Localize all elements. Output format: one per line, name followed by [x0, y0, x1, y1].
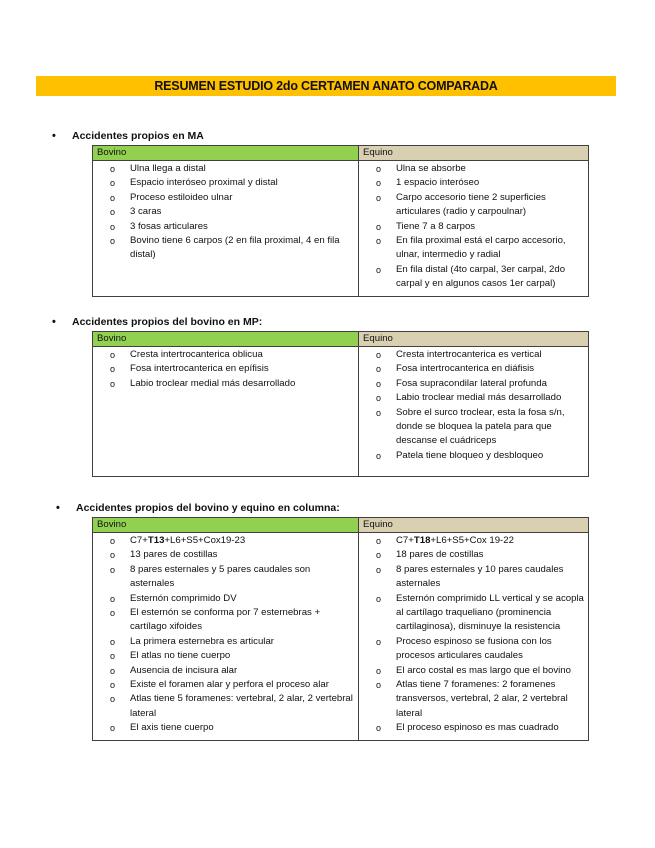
list-item: o Existe el foramen alar y perfora el proceso alar	[93, 678, 354, 692]
section-heading-columna	[56, 502, 340, 514]
list-item: o Cresta intertrocanterica es vertical	[359, 348, 584, 362]
list-item: o Fosa supracondilar lateral profunda	[359, 377, 584, 391]
list-item: o 3 fosas articulares	[93, 220, 354, 234]
list-item: o Proceso estiloideo ulnar	[93, 191, 354, 205]
list-item: o 18 pares de costillas	[359, 548, 584, 562]
document-title: RESUMEN ESTUDIO 2do CERTAMEN ANATO COMPARADA	[36, 76, 616, 96]
table-columna	[92, 517, 589, 741]
list-item: o Atlas tiene 7 foramenes: 2 foramenes transversos, vertebral, 2 alar, 2 vertebral lateral	[359, 678, 584, 721]
list-item: o Sobre el surco troclear, esta la fosa s/n, donde se bloquea la patela para que descanse el cuádriceps	[359, 406, 584, 449]
column-header-bovino: Bovino	[93, 332, 359, 347]
cell-equino	[359, 347, 589, 477]
section-title: Accidentes propios en MA	[72, 130, 204, 142]
list-item: o 8 pares esternales y 10 pares caudales asternales	[359, 563, 584, 592]
list-item: o Fosa intertrocanterica en diáfisis	[359, 362, 584, 376]
section-heading-ma	[52, 130, 204, 142]
cell-equino	[359, 533, 589, 741]
cell-bovino	[93, 161, 359, 297]
column-header-bovino: Bovino	[93, 518, 359, 533]
list-item: o 3 caras	[93, 205, 354, 219]
list-item: o Espacio interóseo proximal y distal	[93, 176, 354, 190]
list-item: o La primera esternebra es articular	[93, 635, 354, 649]
section-title: Accidentes propios del bovino y equino en columna:	[76, 502, 340, 514]
list-item: o Labio troclear medial más desarrollado	[359, 391, 584, 405]
column-header-bovino: Bovino	[93, 146, 359, 161]
list-item: o Ulna llega a distal	[93, 162, 354, 176]
bullet-icon: •	[52, 130, 56, 142]
list-equino	[359, 347, 588, 467]
column-header-equino: Equino	[359, 332, 589, 347]
cell-bovino	[93, 533, 359, 741]
list-bovino	[93, 161, 358, 267]
list-item: o Cresta intertrocanterica oblicua	[93, 348, 354, 362]
cell-bovino	[93, 347, 359, 477]
list-item: o Bovino tiene 6 carpos (2 en fila proximal, 4 en fila distal)	[93, 234, 354, 263]
list-item-formula: o C7+T13+L6+S5+Cox19-23	[93, 534, 354, 548]
list-item: o Tiene 7 a 8 carpos	[359, 220, 584, 234]
list-equino	[359, 533, 588, 740]
list-item: o Ulna se absorbe	[359, 162, 584, 176]
cell-equino	[359, 161, 589, 297]
list-item: o El axis tiene cuerpo	[93, 721, 354, 735]
list-item: o Patela tiene bloqueo y desbloqueo	[359, 449, 584, 463]
list-item: o En fila distal (4to carpal, 3er carpal, 2do carpal y en algunos casos 1er carpal)	[359, 263, 584, 292]
list-item: o Esternón comprimido LL vertical y se acopla al cartílago traqueliano (prominencia cartilaginosa), disminuye la resistencia	[359, 592, 584, 635]
list-item: o Carpo accesorio tiene 2 superficies articulares (radio y carpoulnar)	[359, 191, 584, 220]
section-title: Accidentes propios del bovino en MP:	[72, 316, 263, 328]
list-equino	[359, 161, 588, 296]
list-item: o Atlas tiene 5 foramenes: vertebral, 2 alar, 2 vertebral lateral	[93, 692, 354, 721]
list-item-formula: o C7+T18+L6+S5+Cox 19-22	[359, 534, 584, 548]
list-item: o El proceso espinoso es mas cuadrado	[359, 721, 584, 735]
list-item: o Ausencia de incisura alar	[93, 664, 354, 678]
list-item: o El atlas no tiene cuerpo	[93, 649, 354, 663]
column-header-equino: Equino	[359, 146, 589, 161]
list-item: o Esternón comprimido DV	[93, 592, 354, 606]
list-item: o 1 espacio interóseo	[359, 176, 584, 190]
column-header-equino: Equino	[359, 518, 589, 533]
list-item: o El arco costal es mas largo que el bovino	[359, 664, 584, 678]
bullet-icon: •	[52, 316, 56, 328]
list-item: o Fosa intertrocanterica en epífisis	[93, 362, 354, 376]
list-item: o 13 pares de costillas	[93, 548, 354, 562]
bullet-icon: •	[56, 502, 60, 514]
list-item: o 8 pares esternales y 5 pares caudales son asternales	[93, 563, 354, 592]
list-item: o Proceso espinoso se fusiona con los procesos articulares caudales	[359, 635, 584, 664]
list-bovino	[93, 533, 358, 740]
list-bovino	[93, 347, 358, 395]
list-item: o Labio troclear medial más desarrollado	[93, 377, 354, 391]
section-heading-mp	[52, 316, 262, 328]
table-mp	[92, 331, 589, 477]
list-item: o El esternón se conforma por 7 esternebras + cartílago xifoides	[93, 606, 354, 635]
list-item: o En fila proximal está el carpo accesorio, ulnar, intermedio y radial	[359, 234, 584, 263]
table-ma	[92, 145, 589, 297]
